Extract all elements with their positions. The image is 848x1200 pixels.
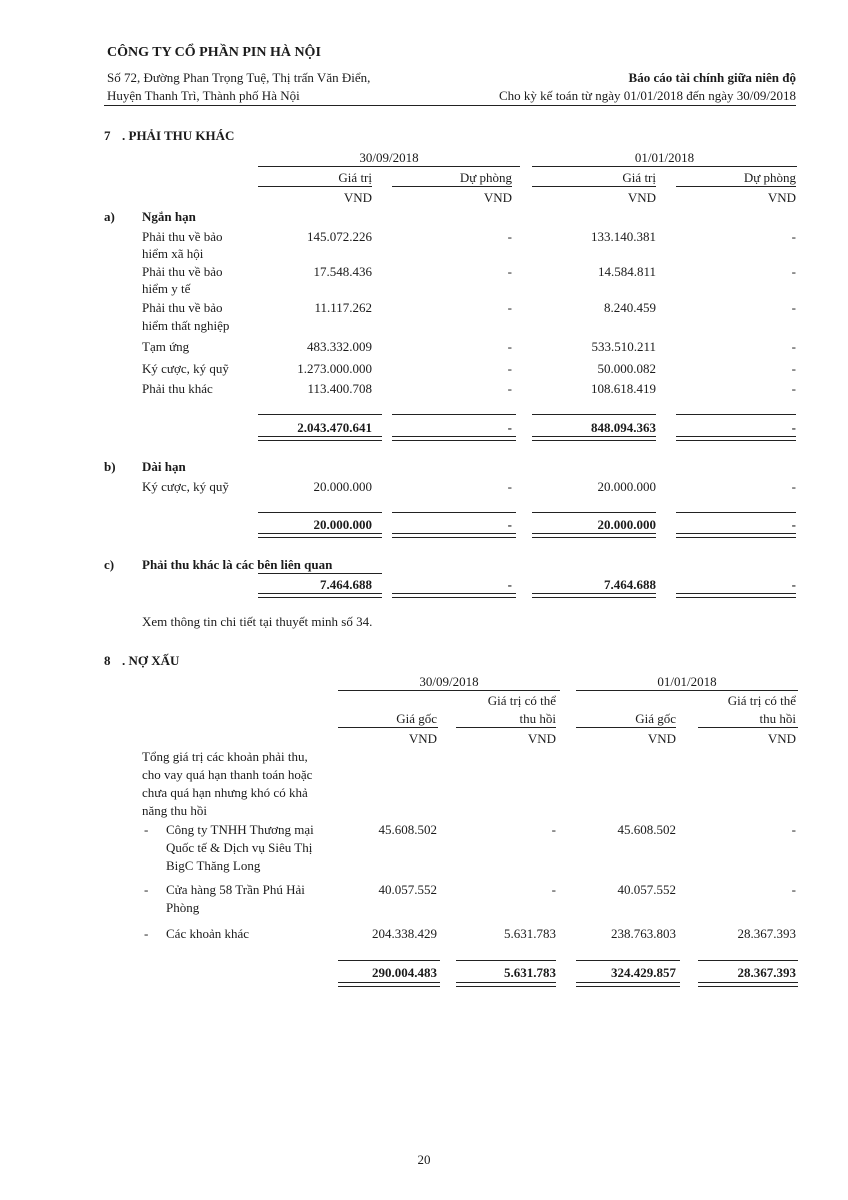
s7-currency: VND — [343, 190, 372, 205]
s7-a-value-b: 50.000.082 — [597, 361, 656, 376]
s7-period-a-rule — [258, 166, 520, 167]
s8-cost-a: 45.608.502 — [378, 822, 437, 837]
s7-a-value-a: 11.117.262 — [314, 300, 372, 315]
s8-cost-a: 40.057.552 — [378, 882, 437, 897]
s8-col-cost-a-rule — [338, 727, 438, 728]
s7-period-b-rule — [532, 166, 797, 167]
s7-a-total-value-b: 848.094.363 — [591, 420, 656, 435]
s8-total-cost-b: 324.429.857 — [611, 965, 676, 980]
s7-b-total-double-rule — [392, 533, 516, 538]
company-name: CÔNG TY CỔ PHẦN PIN HÀ NỘI — [107, 45, 321, 60]
s7-b-total-prov-a: - — [507, 517, 512, 532]
s8-currency: VND — [527, 731, 556, 746]
s8-col-rec-b-1: Giá trị có thể — [727, 693, 796, 708]
report-title: Báo cáo tài chính giữa niên độ — [628, 70, 796, 85]
s7-c-total-prov-a: - — [507, 577, 512, 592]
s7-a-total-value-a: 2.043.470.641 — [297, 420, 372, 435]
s7-a-value-b: 133.140.381 — [591, 229, 656, 244]
company-address-line1: Số 72, Đường Phan Trọng Tuệ, Thị trấn Văn Điển, — [107, 70, 371, 85]
s8-description: Tổng giá trị các khoản phải thu, — [142, 749, 308, 764]
section7-number: 7 — [104, 128, 111, 143]
s8-total-double-rule — [456, 982, 556, 987]
s7-c-total-double-rule — [532, 593, 656, 598]
s7-a-prov-b: - — [791, 229, 796, 244]
s7-a-total-double-rule — [676, 436, 796, 441]
s7-b-total-rule — [676, 512, 796, 513]
s7-a-row-label: Tạm ứng — [142, 339, 190, 354]
s7-col-value-a-rule — [258, 186, 372, 187]
s7-a-prov-a: - — [507, 361, 512, 376]
s7-c-label: c) — [104, 557, 115, 572]
s8-col-rec-a-1: Giá trị có thể — [487, 693, 556, 708]
s7-a-prov-b: - — [791, 264, 796, 279]
s7-currency: VND — [627, 190, 656, 205]
s7-b-total-value-a: 20.000.000 — [313, 517, 372, 532]
s8-rec-b: 28.367.393 — [737, 926, 796, 941]
s7-col-value-b-rule — [532, 186, 656, 187]
s7-col-value-b: Giá trị — [622, 170, 656, 185]
s7-a-value-b: 14.584.811 — [597, 264, 656, 279]
s7-period-a: 30/09/2018 — [359, 150, 419, 165]
s8-total-rule — [456, 960, 556, 961]
s7-a-row-label: Phải thu về bảo — [142, 264, 223, 279]
s7-b-total-double-rule — [676, 533, 796, 538]
s7-c-total-value-a: 7.464.688 — [320, 577, 372, 592]
s7-currency: VND — [767, 190, 796, 205]
s7-a-total-rule — [532, 414, 656, 415]
s7-a-total-prov-a: - — [507, 420, 512, 435]
s7-a-total-double-rule — [392, 436, 516, 441]
s7-a-value-b: 8.240.459 — [604, 300, 656, 315]
s7-a-row-label: hiểm xã hội — [142, 246, 204, 261]
s8-total-double-rule — [698, 982, 798, 987]
s8-col-cost-a: Giá gốc — [396, 711, 437, 726]
s8-row-label: Phòng — [166, 900, 200, 915]
s8-rec-b: - — [791, 822, 796, 837]
s8-rec-a: - — [551, 822, 556, 837]
s7-a-total-rule — [392, 414, 516, 415]
s7-a-prov-b: - — [791, 361, 796, 376]
s8-col-cost-b: Giá gốc — [635, 711, 676, 726]
s8-rec-a: 5.631.783 — [504, 926, 556, 941]
s8-cost-b: 45.608.502 — [617, 822, 676, 837]
s7-col-prov-b: Dự phòng — [743, 170, 796, 185]
s8-total-rule — [576, 960, 680, 961]
s7-a-value-a: 483.332.009 — [307, 339, 372, 354]
s7-col-value-a: Giá trị — [338, 170, 372, 185]
s7-b-total-double-rule — [258, 533, 382, 538]
s8-currency: VND — [408, 731, 437, 746]
s7-a-row-label: hiểm y tế — [142, 281, 191, 296]
s8-period-a: 30/09/2018 — [419, 674, 479, 689]
section7-title: . PHẢI THU KHÁC — [122, 128, 235, 143]
s7-a-total-rule — [676, 414, 796, 415]
s7-a-prov-a: - — [507, 339, 512, 354]
s8-total-rec-b: 28.367.393 — [737, 965, 796, 980]
s8-total-double-rule — [338, 982, 440, 987]
s7-b-total-prov-b: - — [791, 517, 796, 532]
s8-period-b-rule — [576, 690, 798, 691]
s7-c-total-prov-b: - — [791, 577, 796, 592]
s7-note: Xem thông tin chi tiết tại thuyết minh số 34. — [142, 614, 373, 629]
s7-a-row-label: Phải thu về bảo — [142, 229, 223, 244]
s8-rec-b: - — [791, 882, 796, 897]
s7-a-value-a: 113.400.708 — [307, 381, 372, 396]
s8-col-rec-b-rule — [698, 727, 798, 728]
s8-col-rec-a-2: thu hồi — [519, 711, 556, 726]
s8-currency: VND — [647, 731, 676, 746]
s7-a-value-b: 108.618.419 — [591, 381, 656, 396]
s8-total-rule — [338, 960, 440, 961]
s7-a-row-label: hiểm thất nghiệp — [142, 318, 230, 333]
s8-description: năng thu hồi — [142, 803, 207, 818]
page-number: 20 — [417, 1152, 431, 1167]
s7-c-total-rule — [258, 573, 382, 574]
s8-row-label: Công ty TNHH Thương mại — [166, 822, 314, 837]
s7-a-value-a: 145.072.226 — [307, 229, 372, 244]
s7-period-b: 01/01/2018 — [634, 150, 695, 165]
s7-a-value-a: 1.273.000.000 — [297, 361, 372, 376]
s8-row-bullet: - — [144, 822, 149, 837]
s7-a-total-double-rule — [258, 436, 382, 441]
s8-row-label: Quốc tế & Dịch vụ Siêu Thị — [166, 840, 313, 855]
s8-row-label: Cửa hàng 58 Trần Phú Hải — [166, 882, 305, 897]
s7-b-value-b: 20.000.000 — [597, 479, 656, 494]
s7-a-total-double-rule — [532, 436, 656, 441]
s8-total-rec-a: 5.631.783 — [504, 965, 556, 980]
s8-description: cho vay quá hạn thanh toán hoặc — [142, 767, 313, 782]
s7-c-total-double-rule — [392, 593, 516, 598]
s7-b-prov-a: - — [507, 479, 512, 494]
s8-row-bullet: - — [144, 882, 149, 897]
section8-number: 8 — [104, 653, 111, 668]
s7-b-row-label: Ký cược, ký quỹ — [142, 479, 229, 494]
s7-c-title: Phải thu khác là các bên liên quan — [142, 557, 333, 572]
s7-a-prov-a: - — [507, 381, 512, 396]
s8-row-label: Các khoản khác — [166, 926, 250, 941]
s7-a-row-label: Ký cược, ký quỹ — [142, 361, 229, 376]
s7-b-total-double-rule — [532, 533, 656, 538]
s7-a-prov-b: - — [791, 381, 796, 396]
s8-col-rec-a-rule — [456, 727, 556, 728]
s8-cost-b: 238.763.803 — [611, 926, 676, 941]
s7-b-value-a: 20.000.000 — [313, 479, 372, 494]
s7-col-prov-a-rule — [392, 186, 512, 187]
s8-total-rule — [698, 960, 798, 961]
company-address-line2: Huyện Thanh Trì, Thành phố Hà Nội — [107, 88, 300, 103]
s7-b-total-rule — [532, 512, 656, 513]
section8-title: . NỢ XẤU — [122, 653, 180, 668]
s7-a-title: Ngắn hạn — [142, 209, 196, 224]
s7-b-label: b) — [104, 459, 116, 474]
s7-c-total-double-rule — [676, 593, 796, 598]
s7-b-title: Dài hạn — [142, 459, 186, 474]
s7-a-prov-b: - — [791, 339, 796, 354]
s8-rec-a: - — [551, 882, 556, 897]
s7-currency: VND — [483, 190, 512, 205]
s8-total-double-rule — [576, 982, 680, 987]
s7-a-prov-a: - — [507, 229, 512, 244]
s8-cost-b: 40.057.552 — [617, 882, 676, 897]
s7-a-total-rule — [258, 414, 382, 415]
s7-b-prov-b: - — [791, 479, 796, 494]
s7-c-total-double-rule — [258, 593, 382, 598]
s7-c-total-value-b: 7.464.688 — [604, 577, 656, 592]
s7-col-prov-b-rule — [676, 186, 796, 187]
s8-col-cost-b-rule — [576, 727, 676, 728]
s7-a-label: a) — [104, 209, 115, 224]
s7-b-total-value-b: 20.000.000 — [597, 517, 656, 532]
s7-a-value-a: 17.548.436 — [313, 264, 372, 279]
s8-row-label: BigC Thăng Long — [166, 858, 261, 873]
s7-a-prov-a: - — [507, 264, 512, 279]
s8-col-rec-b-2: thu hồi — [759, 711, 796, 726]
s8-row-bullet: - — [144, 926, 149, 941]
s8-currency: VND — [767, 731, 796, 746]
s7-a-prov-b: - — [791, 300, 796, 315]
s8-description: chưa quá hạn nhưng khó có khả — [142, 785, 308, 800]
s7-b-total-rule — [392, 512, 516, 513]
report-period: Cho kỳ kế toán từ ngày 01/01/2018 đến ngày 30/09/2018 — [499, 88, 796, 103]
s7-a-value-b: 533.510.211 — [591, 339, 656, 354]
header-rule — [104, 105, 796, 106]
s8-total-cost-a: 290.004.483 — [372, 965, 437, 980]
s7-b-total-rule — [258, 512, 382, 513]
s8-cost-a: 204.338.429 — [372, 926, 437, 941]
s7-a-prov-a: - — [507, 300, 512, 315]
s8-period-b: 01/01/2018 — [657, 674, 717, 689]
s8-period-a-rule — [338, 690, 560, 691]
s7-a-row-label: Phải thu khác — [142, 381, 213, 396]
s7-col-prov-a: Dự phòng — [459, 170, 512, 185]
s7-a-row-label: Phải thu về bảo — [142, 300, 223, 315]
s7-a-total-prov-b: - — [791, 420, 796, 435]
